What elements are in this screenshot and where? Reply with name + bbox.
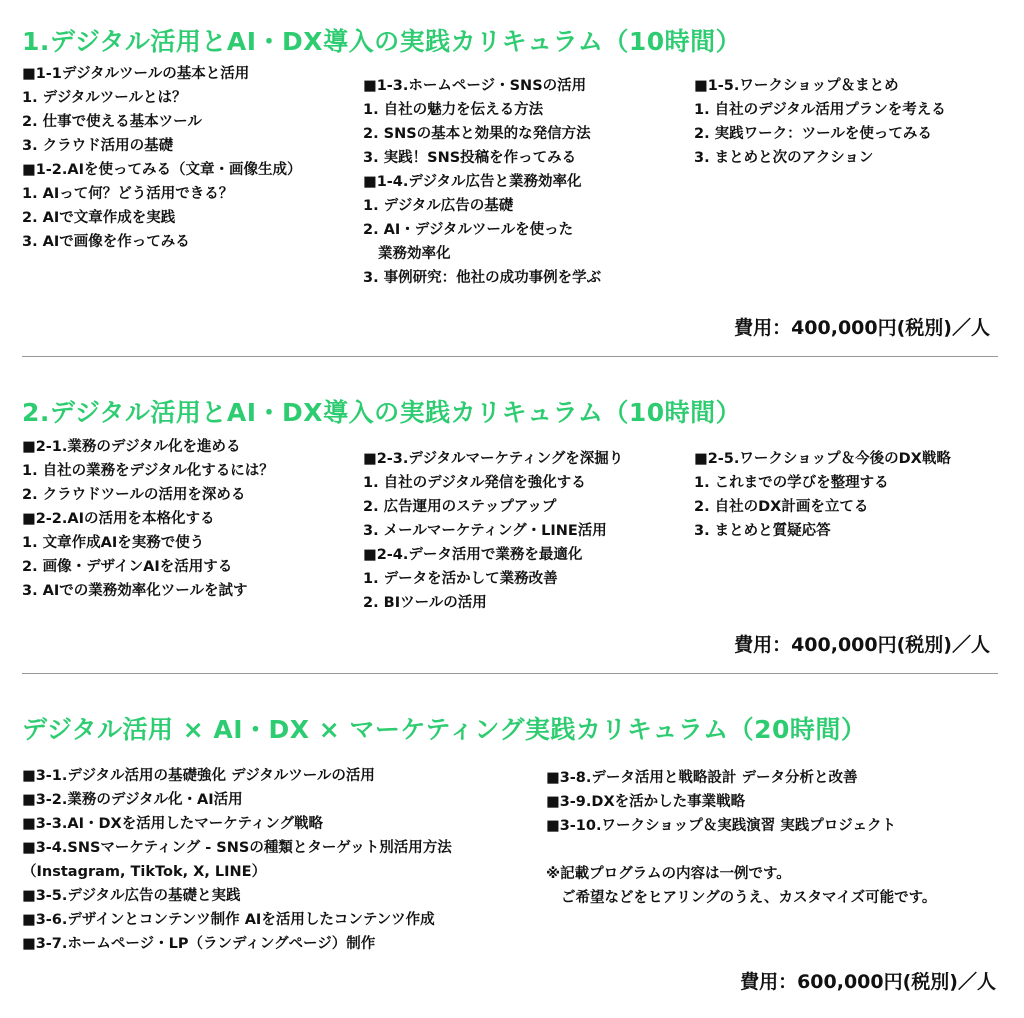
- section-2-heading: ■2-4.データ活用で業務を最適化: [363, 547, 583, 563]
- section-3-note: [546, 862, 1016, 910]
- section-3-price: 費用：600,000円(税別)／人: [740, 971, 996, 993]
- section-1-title: 1.デジタル活用とAI・DX導入の実践カリキュラム（10時間）: [22, 27, 742, 56]
- section-2-item: 3. AIでの業務効率化ツールを試す: [22, 583, 248, 599]
- section-2-item: 2. BIツールの活用: [363, 595, 487, 611]
- section-2-item: 2. 画像・デザインAIを活用する: [22, 559, 233, 575]
- section-2-item: 1. 自社の業務をデジタル化するには？: [22, 463, 274, 479]
- section-2-item: 1. 自社のデジタル発信を強化する: [363, 475, 586, 491]
- section-1-item: 2. SNSの基本と効果的な発信方法: [363, 126, 591, 142]
- note-line: ※記載プログラムの内容は一例です。: [546, 866, 791, 882]
- section-1-item: 2. AIで文章作成を実践: [22, 210, 176, 226]
- section-3-item: ■3-6.デザインとコンテンツ制作 AIを活用したコンテンツ作成: [22, 912, 435, 928]
- section-2-heading: ■2-2.AIの活用を本格化する: [22, 511, 215, 527]
- section-1-heading: ■1-2.AIを使ってみる（文章・画像生成）: [22, 162, 302, 178]
- section-3-item: ■3-7.ホームページ・LP（ランディングページ）制作: [22, 936, 376, 952]
- section-1-col-2: [363, 74, 683, 290]
- section-divider: [22, 356, 998, 357]
- section-1-item: 1. 自社の魅力を伝える方法: [363, 102, 544, 118]
- section-2-col-3: [694, 447, 1004, 543]
- section-1-item: 1. AIって何？どう活用できる？: [22, 186, 234, 202]
- section-2-item: 3. メールマーケティング・LINE活用: [363, 523, 607, 539]
- section-1-item: 3. まとめと次のアクション: [694, 150, 874, 166]
- section-1-item: 3. 実践！SNS投稿を作ってみる: [363, 150, 577, 166]
- section-3-item: ■3-4.SNSマーケティング - SNSの種類とターゲット別活用方法: [22, 840, 452, 856]
- section-1-col-3: [694, 74, 972, 170]
- section-2-heading: ■2-1.業務のデジタル化を進める: [22, 439, 241, 455]
- section-2-item: 1. 文章作成AIを実務で使う: [22, 535, 205, 551]
- section-3-item: ■3-9.DXを活かした事業戦略: [546, 794, 746, 810]
- section-3-title: デジタル活用 × AI・DX × マーケティング実践カリキュラム（20時間）: [22, 715, 867, 744]
- section-1-heading: ■1-5.ワークショップ＆まとめ: [694, 78, 899, 94]
- section-2-heading: ■2-5.ワークショップ＆今後のDX戦略: [694, 451, 951, 467]
- section-3-item: ■3-2.業務のデジタル化・AI活用: [22, 792, 243, 808]
- section-1-item: 1. 自社のデジタル活用プランを考える: [694, 102, 946, 118]
- section-3-item: （Instagram, TikTok, X, LINE）: [22, 864, 267, 880]
- section-1-col-1: [22, 62, 352, 254]
- section-1-item: 2. 仕事で使える基本ツール: [22, 114, 202, 130]
- section-1-heading: ■1-1デジタルツールの基本と活用: [22, 66, 250, 82]
- section-2-item: 3. まとめと質疑応答: [694, 523, 831, 539]
- section-3-item: ■3-8.データ活用と戦略設計 データ分析と改善: [546, 770, 858, 786]
- section-3-item: ■3-1.デジタル活用の基礎強化 デジタルツールの活用: [22, 768, 375, 784]
- section-2-item: 1. データを活かして業務改善: [363, 571, 558, 587]
- section-3-col-1: [22, 764, 532, 956]
- section-1-item: 2. 実践ワーク：ツールを使ってみる: [694, 126, 932, 142]
- section-2-item: 2. 自社のDX計画を立てる: [694, 499, 869, 515]
- section-3-item: ■3-3.AI・DXを活用したマーケティング戦略: [22, 816, 323, 832]
- section-2-heading: ■2-3.デジタルマーケティングを深掘り: [363, 451, 624, 467]
- note-line: ご希望などをヒアリングのうえ、カスタマイズ可能です。: [561, 890, 937, 906]
- section-1-item: 3. クラウド活用の基礎: [22, 138, 174, 154]
- section-2-price: 費用：400,000円(税別)／人: [734, 634, 990, 656]
- section-2-title: 2.デジタル活用とAI・DX導入の実践カリキュラム（10時間）: [22, 398, 742, 427]
- section-1-item: 業務効率化: [378, 246, 451, 262]
- section-2-item: 1. これまでの学びを整理する: [694, 475, 889, 491]
- section-1-item: 2. AI・デジタルツールを使った: [363, 222, 574, 238]
- section-3-col-2: [546, 766, 1006, 838]
- section-2-col-2: [363, 447, 693, 615]
- section-1-item: 1. デジタルツールとは？: [22, 90, 187, 106]
- section-1-item: 3. 事例研究：他社の成功事例を学ぶ: [363, 270, 602, 286]
- section-1-price: 費用：400,000円(税別)／人: [734, 317, 990, 339]
- section-2-col-1: [22, 435, 357, 603]
- section-1-item: 1. デジタル広告の基礎: [363, 198, 514, 214]
- section-2-item: 2. クラウドツールの活用を深める: [22, 487, 246, 503]
- section-1-heading: ■1-4.デジタル広告と業務効率化: [363, 174, 582, 190]
- section-2-item: 2. 広告運用のステップアップ: [363, 499, 557, 515]
- section-3-item: ■3-10.ワークショップ＆実践演習 実践プロジェクト: [546, 818, 896, 834]
- section-1-heading: ■1-3.ホームページ・SNSの活用: [363, 78, 587, 94]
- section-3-item: ■3-5.デジタル広告の基礎と実践: [22, 888, 241, 904]
- section-1-item: 3. AIで画像を作ってみる: [22, 234, 190, 250]
- section-divider: [22, 673, 998, 674]
